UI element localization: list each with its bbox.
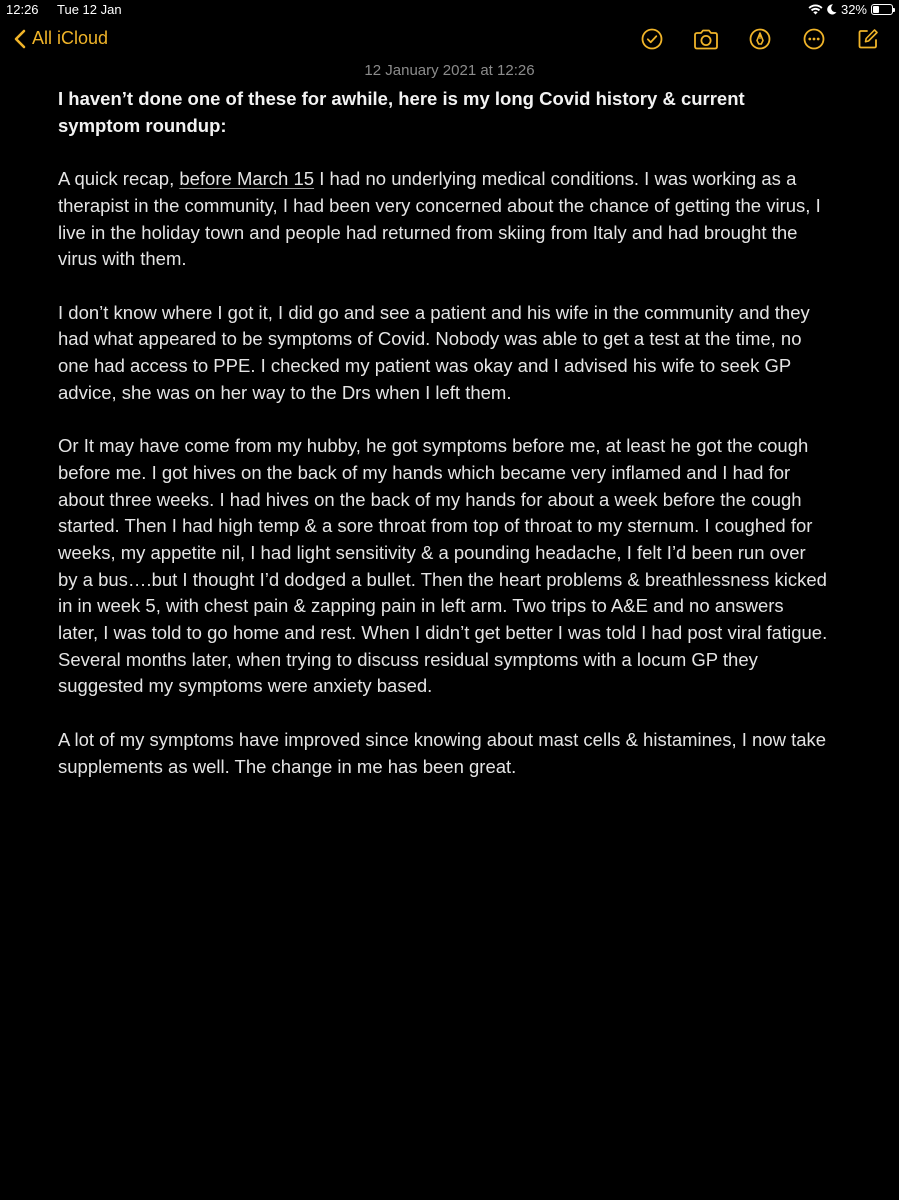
note-paragraph-1	[58, 166, 828, 273]
status-time: 12:26	[6, 2, 39, 17]
note-body[interactable]	[58, 86, 828, 807]
battery-icon	[871, 4, 893, 15]
status-date: Tue 12 Jan	[57, 2, 122, 17]
nav-bar	[0, 22, 899, 58]
note-date: 12 January 2021 at 12:26	[364, 62, 535, 79]
paragraph-text: A quick recap,	[58, 168, 180, 190]
status-bar	[0, 0, 899, 20]
markup-icon[interactable]	[747, 26, 773, 52]
note-toolbar	[639, 26, 881, 52]
back-button-label: All iCloud	[32, 28, 109, 48]
note-title: I haven’t done one of these for awhile, here is my long Covid history & current symptom roundup:	[58, 88, 745, 136]
more-options-icon[interactable]	[801, 26, 827, 52]
do-not-disturb-moon-icon	[827, 4, 837, 15]
compose-icon[interactable]	[855, 26, 881, 52]
note-paragraph-3: Or It may have come from my hubby, he got symptoms before me, at least he got the cough before me. I got hives on the back of my hands which became very inflamed and I had for about three weeks. I had hives on the back of my hands for about a week before the cough started. Then I had high temp & a sore throat from top of throat to my sternum. I coughed for weeks, my appetite nil, I had light sensitivity & a pounding headache, I felt I’d been run over by a bus….but I thought I’d dodged a bullet. Then the heart problems & breathlessness kicked in in week 5, with chest pain & zapping pain in left arm. Two trips to A&E and no answers later, I was told to go home and rest. When I didn’t get better I was told I had post viral fatigue. Several months later, when trying to discuss residual symptoms with a locum GP they suggested my symptoms were anxiety based.	[58, 435, 828, 697]
back-button[interactable]	[14, 28, 108, 49]
wifi-icon	[808, 4, 823, 15]
date-link[interactable]: before March 15	[179, 168, 315, 190]
battery-percent: 32%	[840, 2, 867, 17]
checklist-icon[interactable]	[639, 26, 665, 52]
note-paragraph-2: I don’t know where I got it, I did go and see a patient and his wife in the community and they had what appeared to be symptoms of Covid. Nobody was able to get a test at the time, no one had access to PPE. I checked my patient was okay and I advised his wife to seek GP advice, she was on her way to the Drs when I left them.	[58, 301, 810, 403]
status-indicators	[808, 2, 893, 17]
paragraph-text: I had no underlying medical conditions. I was working as a therapist in the community, I had been very concerned about the chance of getting the virus, I live in the holiday town and people had returned from skiing from Italy and had brought the virus with them.	[58, 168, 821, 270]
chevron-left-icon	[14, 29, 26, 49]
battery-level-fill	[873, 6, 879, 13]
note-paragraph-4: A lot of my symptoms have improved since knowing about mast cells & histamines, I now take supplements as well. The change in me has been great.	[58, 728, 827, 777]
camera-icon[interactable]	[693, 26, 719, 52]
